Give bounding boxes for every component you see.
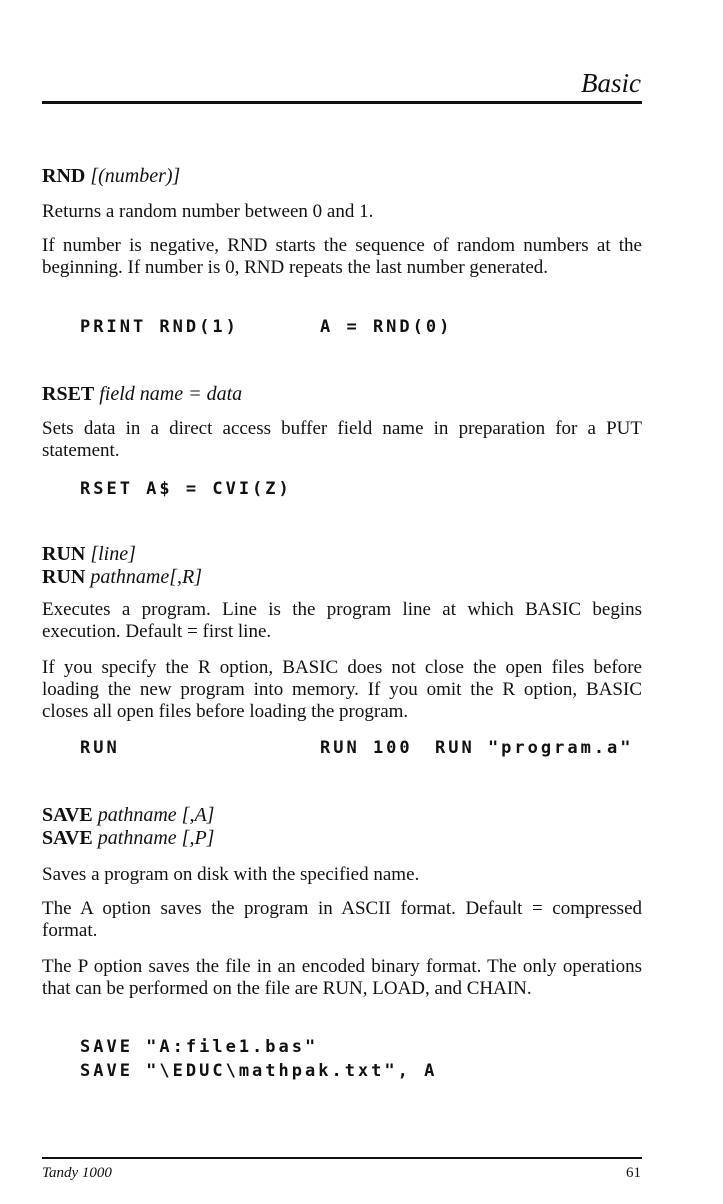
page-number: 61 (626, 1165, 641, 1181)
save-paragraph-2: The A option saves the program in ASCII format. Default = compressed format. (42, 898, 642, 941)
rnd-example-2: A = RND(0) (320, 317, 453, 337)
save-example-1: SAVE "A:file1.bas" (80, 1037, 319, 1057)
header-rule (42, 101, 642, 104)
run-example-2: RUN 100 (320, 738, 413, 758)
save-keyword-1: SAVE (42, 804, 93, 826)
save-signature-1 (42, 803, 214, 827)
run-keyword-1: RUN (42, 543, 86, 565)
running-header-title: Basic (581, 68, 641, 98)
run-paragraph-2: If you specify the R option, BASIC does not close the open files before loading the new program into memory. If you omit the R option, BASIC closes all open files before loading the program. (42, 657, 642, 722)
footer-book-title: Tandy 1000 (42, 1165, 112, 1181)
rnd-signature (42, 164, 180, 188)
footer-rule (42, 1157, 642, 1159)
run-signature-2 (42, 565, 202, 589)
rset-example-1: RSET A$ = CVI(Z) (80, 479, 292, 499)
rnd-example-1: PRINT RND(1) (80, 317, 239, 337)
run-signature-2-args: pathname[,R] (90, 566, 203, 588)
save-signature-1-args: pathname [,A] (97, 804, 215, 826)
rnd-paragraph-2: If number is negative, RND starts the sequence of random numbers at the beginning. If number is 0, RND repeats the last number generated. (42, 235, 642, 278)
rnd-signature-args: [(number)] (90, 165, 181, 187)
rnd-paragraph-1: Returns a random number between 0 and 1. (42, 201, 374, 222)
save-paragraph-1: Saves a program on disk with the specified name. (42, 864, 420, 885)
rset-signature (42, 382, 242, 406)
run-example-3: RUN "program.a" (435, 738, 634, 758)
rset-signature-args: field name = data (99, 383, 243, 405)
rnd-keyword: RND (42, 165, 86, 187)
save-example-2: SAVE "\EDUC\mathpak.txt", A (80, 1061, 438, 1081)
save-paragraph-3: The P option saves the file in an encoded binary format. The only operations that can be performed on the file are RUN, LOAD, and CHAIN. (42, 956, 642, 999)
save-signature-2-args: pathname [,P] (97, 827, 215, 849)
save-signature-2 (42, 826, 214, 850)
run-paragraph-1: Executes a program. Line is the program line at which BASIC begins execution. Default = first line. (42, 599, 642, 642)
rset-paragraph-1: Sets data in a direct access buffer field name in preparation for a PUT statement. (42, 418, 642, 461)
save-keyword-2: SAVE (42, 827, 93, 849)
run-signature-1 (42, 542, 136, 566)
run-example-1: RUN (80, 738, 120, 758)
rset-keyword: RSET (42, 383, 95, 405)
run-keyword-2: RUN (42, 566, 86, 588)
run-signature-1-args: [line] (90, 543, 136, 565)
